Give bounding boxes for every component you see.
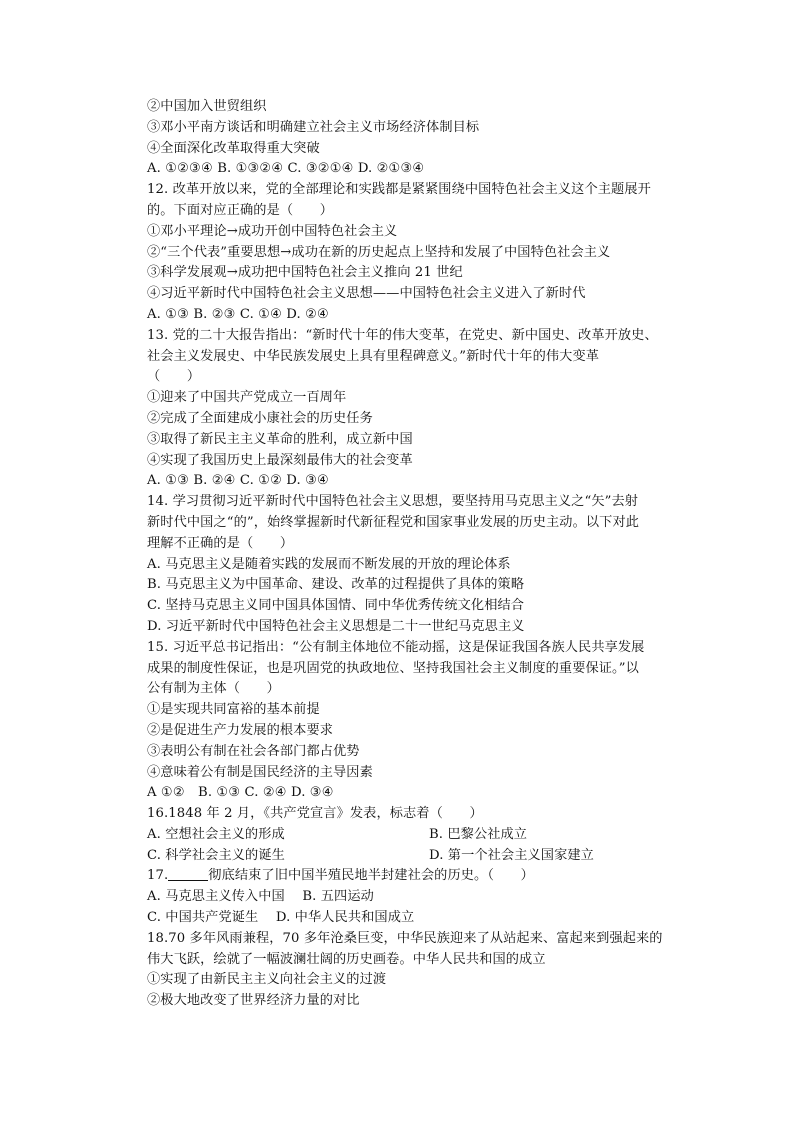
question-14-stem: 理解不正确的是（ ） [147,535,294,551]
q16-options-row [147,846,652,867]
answer-option: D. 习近平新时代中国特色社会主义思想是二十一世纪马克思主义 [147,618,525,634]
answer-option: A. 马克思主义是随着实践的发展而不断发展的开放的理论体系 [147,556,511,572]
answer-options: A. 马克思主义传入中国 B. 五四运动 [147,889,374,905]
question-17-stem [147,866,652,887]
answer-options: A ①② B. ①③ C. ②④ D. ③④ [147,785,334,801]
text-line: ②是促进生产力发展的根本要求 [147,722,334,738]
answer-option: D. 第一个社会主义国家建立 [429,847,594,863]
text-line: ②中国加入世贸组织 [147,99,267,114]
text-line: ④实现了我国历史上最深刻最伟大的社会变革 [147,452,413,468]
text-line: ④意味着公有制是国民经济的主导因素 [147,764,373,780]
q16-options-row [147,825,652,846]
answer-option: C. 坚持马克思主义同中国具体国情、同中华优秀传统文化相结合 [147,598,525,614]
text-line: ③科学发展观→成功把中国特色社会主义推向 21 世纪 [147,265,463,281]
question-13-stem: 社会主义发展史、中华民族发展史上具有里程碑意义。”新时代十年的伟大变革 [147,348,600,364]
answer-options: C. 中国共产党诞生 D. 中华人民共和国成立 [147,910,415,926]
question-13-stem: （ ） [147,369,201,385]
text-line: ④习近平新时代中国特色社会主义思想——中国特色社会主义进入了新时代 [147,286,586,302]
text-line: ③表明公有制在社会各部门都占优势 [147,743,360,759]
document-page [147,97,663,1012]
question-18-stem: 伟大飞跃，绘就了一幅波澜壮阔的历史画卷。中华人民共和国的成立 [147,951,546,967]
text-line: ①迎来了中国共产党成立一百周年 [147,390,347,406]
answer-option: B. 巴黎公社成立 [429,826,528,842]
text-line: ②极大地改变了世界经济力量的对比 [147,993,360,1009]
question-15-stem: 15. 习近平总书记指出：“公有制主体地位不能动摇，这是保证我国各族人民共享发展 [147,639,645,655]
question-number: 17. [147,868,169,884]
text-line: ①是实现共同富裕的基本前提 [147,702,320,718]
answer-option: B. 马克思主义为中国革命、建设、改革的过程提供了具体的策略 [147,577,525,593]
answer-option: C. 科学社会主义的诞生 [147,847,285,863]
answer-options: A. ①②③④ B. ①③②④ C. ③②①④ D. ②①③④ [147,161,425,177]
question-12-stem: 12. 改革开放以来，党的全部理论和实践都是紧紧围绕中国特色社会主义这个主题展开 [147,182,651,198]
text-line: ④全面深化改革取得重大突破 [147,140,320,156]
text-line: ②“三个代表”重要思想→成功在新的历史起点上坚持和发展了中国特色社会主义 [147,244,611,260]
text-line: ③邓小平南方谈话和明确建立社会主义市场经济体制目标 [147,119,480,135]
answer-options: A. ①③ B. ②④ C. ①② D. ③④ [147,473,329,489]
text-line: ③取得了新民主主义革命的胜利，成立新中国 [147,431,413,447]
question-16-stem: 16.1848 年 2 月，《共产党宣言》发表，标志着（ ） [147,806,483,822]
question-15-stem: 成果的制度性保证，也是巩固党的执政地位、坚持我国社会主义制度的重要保证。”以 [147,660,639,676]
answer-option: A. 空想社会主义的形成 [147,826,285,842]
question-14-stem: 新时代中国之“的”，始终掌握新时代新征程党和国家事业发展的历史主动。以下对此 [147,514,640,530]
question-18-stem: 18.70 多年风雨兼程，70 多年沧桑巨变，中华民族迎来了从站起来、富起来到强起来的 [147,930,663,946]
question-12-stem: 的。下面对应正确的是（ ） [147,202,334,218]
text-line: ②完成了全面建成小康社会的历史任务 [147,410,373,426]
fill-blank [168,867,208,881]
answer-options: A. ①③ B. ②③ C. ①④ D. ②④ [147,306,329,322]
text-line: ①邓小平理论→成功开创中国特色社会主义 [147,223,398,239]
text-line: ①实现了由新民主主义向社会主义的过渡 [147,972,387,988]
question-text: 彻底结束了旧中国半殖民地半封建社会的历史。（ ） [208,868,534,884]
question-block-main [147,97,658,825]
question-13-stem: 13. 党的二十大报告指出：“新时代十年的伟大变革，在党史、新中国史、改革开放史、 [147,327,658,343]
question-15-stem: 公有制为主体（ ） [147,681,280,697]
question-14-stem: 14. 学习贯彻习近平新时代中国特色社会主义思想，要坚持用马克思主义之“矢”去射 [147,494,639,510]
